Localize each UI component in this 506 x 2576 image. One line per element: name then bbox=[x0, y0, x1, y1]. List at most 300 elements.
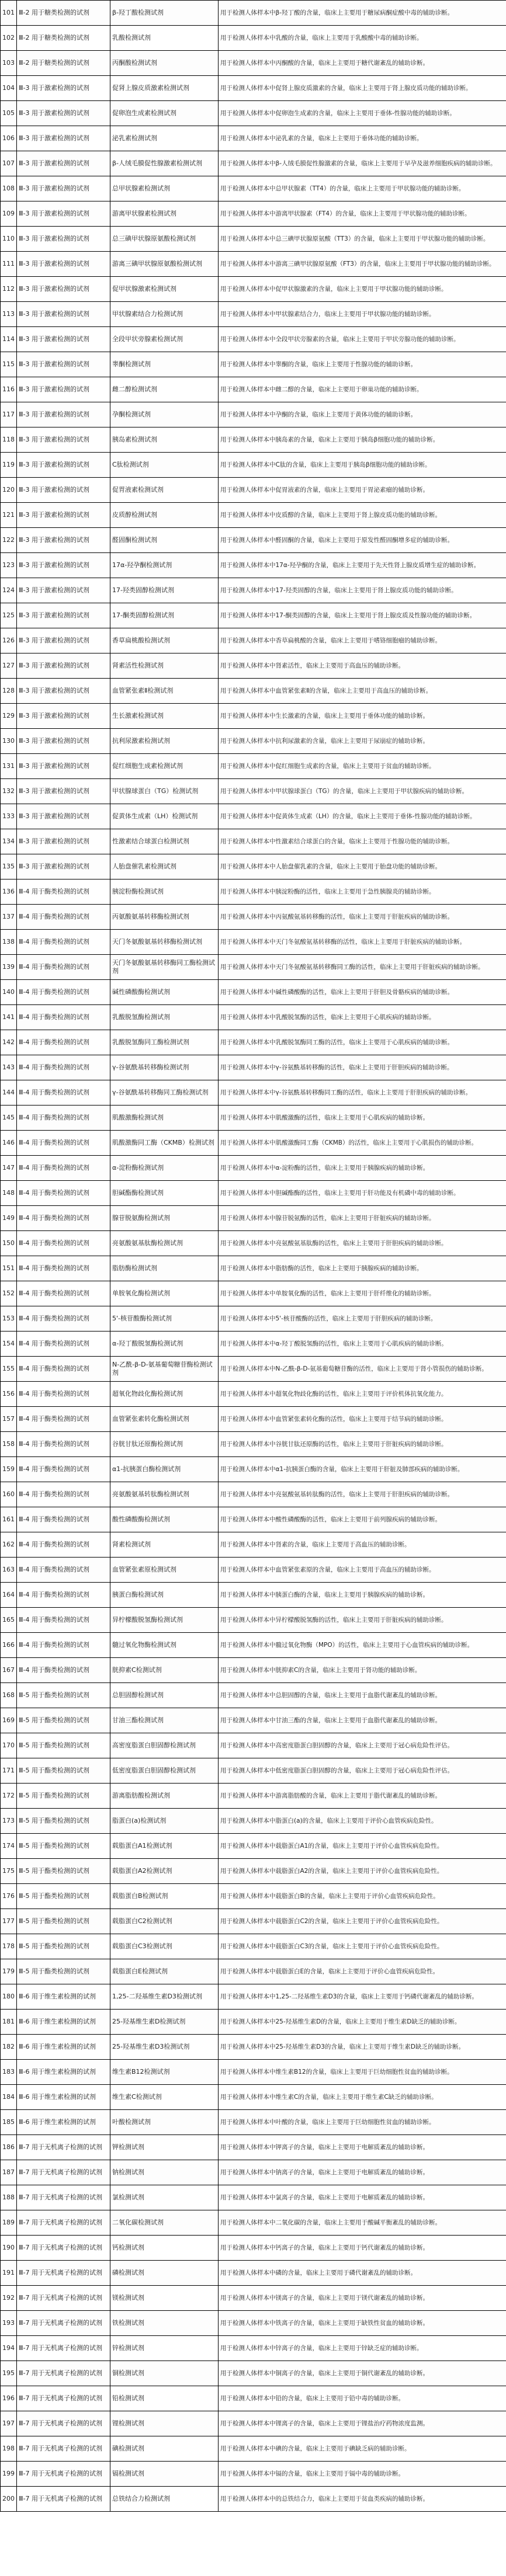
intended-use-cell: 用于检测人体样本中胰蛋白酶的含量，临床上主要用于胰腺疾病的辅助诊断。 bbox=[219, 1583, 506, 1608]
table-row bbox=[1, 352, 506, 377]
row-number: 189 bbox=[1, 2210, 17, 2236]
table-row bbox=[1, 628, 506, 653]
category-cell: Ⅲ-4 用于酶类检测的试剂 bbox=[17, 1281, 110, 1306]
intended-use-cell: 用于检测人体样本中乳酸脱氢酶同工酶的活性，临床上主要用于心肌疾病的辅助诊断。 bbox=[219, 1030, 506, 1055]
product-name-cell: 游离甲状腺素检测试剂 bbox=[110, 201, 219, 227]
table-row bbox=[1, 528, 506, 553]
product-name-cell: 铁检测试剂 bbox=[110, 2311, 219, 2336]
category-cell: Ⅲ-3 用于激素检测的试剂 bbox=[17, 427, 110, 453]
product-name-cell: β-人绒毛膜促性腺激素检测试剂 bbox=[110, 151, 219, 176]
row-number: 115 bbox=[1, 352, 17, 377]
row-number: 186 bbox=[1, 2135, 17, 2160]
product-name-cell: 促红细胞生成素检测试剂 bbox=[110, 754, 219, 779]
category-cell: Ⅲ-7 用于无机离子检测的试剂 bbox=[17, 2236, 110, 2261]
intended-use-cell: 用于检测人体样本中载脂蛋白E的含量，临床上主要用于评价心血管疾病危险性。 bbox=[219, 1959, 506, 1984]
product-name-cell: 铜检测试剂 bbox=[110, 2361, 219, 2386]
product-name-cell: 香草扁桃酸检测试剂 bbox=[110, 628, 219, 653]
product-name-cell: 肾素检测试剂 bbox=[110, 1532, 219, 1558]
category-cell: Ⅲ-5 用于酯类检测的试剂 bbox=[17, 1934, 110, 1959]
intended-use-cell: 用于检测人体样本中钾离子的含量，临床上主要用于电解质紊乱的辅助诊断。 bbox=[219, 2135, 506, 2160]
row-number: 170 bbox=[1, 1733, 17, 1758]
table-row bbox=[1, 704, 506, 729]
product-name-cell: 25-羟基维生素D检测试剂 bbox=[110, 2010, 219, 2035]
table-row bbox=[1, 327, 506, 352]
table-row bbox=[1, 779, 506, 804]
row-number: 131 bbox=[1, 754, 17, 779]
row-number: 167 bbox=[1, 1658, 17, 1683]
intended-use-cell: 用于检测人体样本中天门冬氨酸氨基转移酶的活性，临床上主要用于肝脏疾病的辅助诊断。 bbox=[219, 930, 506, 955]
product-name-cell: 肾素活性检测试剂 bbox=[110, 653, 219, 679]
product-name-cell: 甲状腺素结合力检测试剂 bbox=[110, 302, 219, 327]
product-name-cell: 总三碘甲状腺原氨酸检测试剂 bbox=[110, 227, 219, 252]
row-number: 185 bbox=[1, 2110, 17, 2135]
product-name-cell: 磷检测试剂 bbox=[110, 2261, 219, 2286]
row-number: 190 bbox=[1, 2236, 17, 2261]
product-name-cell: 总铁结合力检测试剂 bbox=[110, 2487, 219, 2512]
intended-use-cell: 用于检测人体样本中β-人绒毛膜促性腺激素的含量，临床上主要用于早孕及滋养细胞疾病的辅助诊断。 bbox=[219, 151, 506, 176]
category-cell: Ⅲ-3 用于激素检测的试剂 bbox=[17, 829, 110, 854]
product-name-cell: 促卵泡生成素检测试剂 bbox=[110, 101, 219, 126]
row-number: 134 bbox=[1, 829, 17, 854]
row-number: 138 bbox=[1, 930, 17, 955]
table-row bbox=[1, 1784, 506, 1809]
row-number: 105 bbox=[1, 101, 17, 126]
row-number: 106 bbox=[1, 126, 17, 151]
category-cell: Ⅲ-3 用于激素检测的试剂 bbox=[17, 729, 110, 754]
table-row bbox=[1, 1106, 506, 1131]
row-number: 137 bbox=[1, 905, 17, 930]
row-number: 152 bbox=[1, 1281, 17, 1306]
category-cell: Ⅲ-4 用于酶类检测的试剂 bbox=[17, 1030, 110, 1055]
intended-use-cell: 用于检测人体样本中维生素B12的含量，临床上主要用于巨幼细胞性贫血的辅助诊断。 bbox=[219, 2060, 506, 2085]
product-name-cell: 胱抑素C检测试剂 bbox=[110, 1658, 219, 1683]
product-name-cell: 醛固酮检测试剂 bbox=[110, 528, 219, 553]
product-name-cell: 亮氨酸氨基肽酶检测试剂 bbox=[110, 1231, 219, 1256]
category-cell: Ⅲ-3 用于激素检测的试剂 bbox=[17, 402, 110, 427]
row-number: 175 bbox=[1, 1859, 17, 1884]
product-name-cell: 钾检测试剂 bbox=[110, 2135, 219, 2160]
intended-use-cell: 用于检测人体样本中肌酸激酶同工酶（CKMB）的活性，临床上主要用于心肌损伤的辅助诊断。 bbox=[219, 1131, 506, 1156]
category-cell: Ⅲ-3 用于激素检测的试剂 bbox=[17, 201, 110, 227]
row-number: 171 bbox=[1, 1758, 17, 1784]
row-number: 165 bbox=[1, 1608, 17, 1633]
row-number: 179 bbox=[1, 1959, 17, 1984]
intended-use-cell: 用于检测人体样本中载脂蛋白A1的含量，临床上主要用于评价心血管疾病危险性。 bbox=[219, 1834, 506, 1859]
table-row bbox=[1, 2236, 506, 2261]
table-row bbox=[1, 2210, 506, 2236]
product-name-cell: 血管紧张素原检测试剂 bbox=[110, 1558, 219, 1583]
product-name-cell: 促胃液素检测试剂 bbox=[110, 478, 219, 503]
product-name-cell: 甲状腺球蛋白（TG）检测试剂 bbox=[110, 779, 219, 804]
product-name-cell: γ-谷氨酰基转移酶检测试剂 bbox=[110, 1055, 219, 1080]
intended-use-cell: 用于检测人体样本中胱抑素C的含量，临床上主要用于肾功能的辅助诊断。 bbox=[219, 1658, 506, 1683]
product-name-cell: 载脂蛋白C2检测试剂 bbox=[110, 1909, 219, 1934]
intended-use-cell: 用于检测人体样本中载脂蛋白A2的含量，临床上主要用于评价心血管疾病危险性。 bbox=[219, 1859, 506, 1884]
intended-use-cell: 用于检测人体样本中维生素C的含量，临床上主要用于维生素C缺乏的辅助诊断。 bbox=[219, 2085, 506, 2110]
row-number: 159 bbox=[1, 1457, 17, 1482]
row-number: 187 bbox=[1, 2160, 17, 2185]
intended-use-cell: 用于检测人体样本中脂蛋白(a)的含量，临床上主要用于评价心血管疾病危险性。 bbox=[219, 1809, 506, 1834]
category-cell: Ⅲ-7 用于无机离子检测的试剂 bbox=[17, 2336, 110, 2361]
category-cell: Ⅲ-4 用于酶类检测的试剂 bbox=[17, 1457, 110, 1482]
table-row bbox=[1, 1909, 506, 1934]
intended-use-cell: 用于检测人体样本中皮质醇的含量，临床上主要用于肾上腺皮质功能的辅助诊断。 bbox=[219, 503, 506, 528]
product-name-cell: 亮氨酸氨基转肽酶检测试剂 bbox=[110, 1482, 219, 1507]
table-row bbox=[1, 879, 506, 905]
category-cell: Ⅲ-7 用于无机离子检测的试剂 bbox=[17, 2436, 110, 2462]
row-number: 193 bbox=[1, 2311, 17, 2336]
table-row bbox=[1, 1984, 506, 2010]
table-row bbox=[1, 26, 506, 51]
intended-use-cell: 用于检测人体样本中丙氨酸氨基转移酶的活性，临床上主要用于肝脏疾病的辅助诊断。 bbox=[219, 905, 506, 930]
product-name-cell: 钠检测试剂 bbox=[110, 2160, 219, 2185]
product-name-cell: 叶酸检测试剂 bbox=[110, 2110, 219, 2135]
row-number: 116 bbox=[1, 377, 17, 402]
product-name-cell: 全段甲状旁腺素检测试剂 bbox=[110, 327, 219, 352]
table-row bbox=[1, 1558, 506, 1583]
table-row bbox=[1, 729, 506, 754]
category-cell: Ⅲ-5 用于酯类检测的试剂 bbox=[17, 1859, 110, 1884]
product-name-cell: 皮质醇检测试剂 bbox=[110, 503, 219, 528]
row-number: 118 bbox=[1, 427, 17, 453]
table-row bbox=[1, 1733, 506, 1758]
category-cell: Ⅲ-5 用于酯类检测的试剂 bbox=[17, 1758, 110, 1784]
category-cell: Ⅲ-3 用于激素检测的试剂 bbox=[17, 628, 110, 653]
category-cell: Ⅲ-3 用于激素检测的试剂 bbox=[17, 553, 110, 578]
intended-use-cell: 用于检测人体样本中铜离子的含量，临床上主要用于铜代谢紊乱的辅助诊断。 bbox=[219, 2361, 506, 2386]
category-cell: Ⅲ-4 用于酶类检测的试剂 bbox=[17, 1181, 110, 1206]
product-name-cell: 25-羟基维生素D3检测试剂 bbox=[110, 2035, 219, 2060]
table-row bbox=[1, 151, 506, 176]
intended-use-cell: 用于检测人体样本中C肽的含量，临床上主要用于胰岛β细胞功能的辅助诊断。 bbox=[219, 453, 506, 478]
table-row bbox=[1, 2336, 506, 2361]
intended-use-cell: 用于检测人体样本中抗利尿激素的含量，临床上主要用于尿崩症的辅助诊断。 bbox=[219, 729, 506, 754]
table-row bbox=[1, 1306, 506, 1332]
table-row bbox=[1, 277, 506, 302]
row-number: 123 bbox=[1, 553, 17, 578]
category-cell: Ⅲ-5 用于酯类检测的试剂 bbox=[17, 1809, 110, 1834]
product-name-cell: 铅检测试剂 bbox=[110, 2386, 219, 2411]
table-row bbox=[1, 1658, 506, 1683]
product-name-cell: 高密度脂蛋白胆固醇检测试剂 bbox=[110, 1733, 219, 1758]
product-name-cell: 胰淀粉酶检测试剂 bbox=[110, 879, 219, 905]
category-cell: Ⅲ-4 用于酶类检测的试剂 bbox=[17, 955, 110, 980]
table-row bbox=[1, 930, 506, 955]
product-name-cell: 腺苷脱氨酶检测试剂 bbox=[110, 1206, 219, 1231]
table-row bbox=[1, 2311, 506, 2336]
table-row bbox=[1, 1357, 506, 1382]
row-number: 126 bbox=[1, 628, 17, 653]
row-number: 154 bbox=[1, 1332, 17, 1357]
product-name-cell: 异柠檬酸脱氢酶检测试剂 bbox=[110, 1608, 219, 1633]
category-cell: Ⅲ-5 用于酯类检测的试剂 bbox=[17, 1909, 110, 1934]
category-cell: Ⅲ-5 用于酯类检测的试剂 bbox=[17, 1884, 110, 1909]
table-row bbox=[1, 1206, 506, 1231]
row-number: 109 bbox=[1, 201, 17, 227]
intended-use-cell: 用于检测人体样本中人胎盘催乳素的含量，临床上主要用于胎盘功能的辅助诊断。 bbox=[219, 854, 506, 879]
row-number: 102 bbox=[1, 26, 17, 51]
category-cell: Ⅲ-4 用于酶类检测的试剂 bbox=[17, 1382, 110, 1407]
product-name-cell: 低密度脂蛋白胆固醇检测试剂 bbox=[110, 1758, 219, 1784]
table-row bbox=[1, 478, 506, 503]
table-row bbox=[1, 252, 506, 277]
table-row bbox=[1, 1934, 506, 1959]
table-row bbox=[1, 1507, 506, 1532]
product-name-cell: 锌检测试剂 bbox=[110, 2336, 219, 2361]
intended-use-cell: 用于检测人体样本中总甲状腺素（TT4）的含量，临床上主要用于甲状腺功能的辅助诊断。 bbox=[219, 176, 506, 201]
intended-use-cell: 用于检测人体样本中锂离子的含量，临床上主要用于锂盐治疗药物浓度监测。 bbox=[219, 2411, 506, 2436]
product-name-cell: 乳酸检测试剂 bbox=[110, 26, 219, 51]
row-number: 166 bbox=[1, 1633, 17, 1658]
product-name-cell: 乳酸脱氢酶同工酶检测试剂 bbox=[110, 1030, 219, 1055]
table-row bbox=[1, 1457, 506, 1482]
intended-use-cell: 用于检测人体样本中血管紧张素转化酶的活性，临床上主要用于结节病的辅助诊断。 bbox=[219, 1407, 506, 1432]
table-row bbox=[1, 302, 506, 327]
row-number: 124 bbox=[1, 578, 17, 603]
category-cell: Ⅲ-4 用于酶类检测的试剂 bbox=[17, 1507, 110, 1532]
category-cell: Ⅲ-4 用于酶类检测的试剂 bbox=[17, 1256, 110, 1281]
category-cell: Ⅲ-7 用于无机离子检测的试剂 bbox=[17, 2160, 110, 2185]
intended-use-cell: 用于检测人体样本中天门冬氨酸氨基转移酶同工酶的活性，临床上主要用于肝脏疾病的辅助诊断。 bbox=[219, 955, 506, 980]
product-name-cell: 丙氨酸氨基转移酶检测试剂 bbox=[110, 905, 219, 930]
table-row bbox=[1, 126, 506, 151]
category-cell: Ⅲ-4 用于酶类检测的试剂 bbox=[17, 1633, 110, 1658]
row-number: 111 bbox=[1, 252, 17, 277]
category-cell: Ⅲ-3 用于激素检测的试剂 bbox=[17, 453, 110, 478]
product-name-cell: 碱性磷酸酶检测试剂 bbox=[110, 980, 219, 1005]
table-row bbox=[1, 679, 506, 704]
row-number: 145 bbox=[1, 1106, 17, 1131]
intended-use-cell: 用于检测人体样本中腺苷脱氨酶的活性，临床上主要用于肝脏疾病的辅助诊断。 bbox=[219, 1206, 506, 1231]
intended-use-cell: 用于检测人体样本中孕酮的含量，临床上主要用于黄体功能的辅助诊断。 bbox=[219, 402, 506, 427]
intended-use-cell: 用于检测人体样本中17-羟类固醇的含量，临床上主要用于肾上腺皮质功能的辅助诊断。 bbox=[219, 578, 506, 603]
intended-use-cell: 用于检测人体样本中醛固酮的含量，临床上主要用于原发性醛固酮增多症的辅助诊断。 bbox=[219, 528, 506, 553]
row-number: 133 bbox=[1, 804, 17, 829]
category-cell: Ⅲ-6 用于维生素检测的试剂 bbox=[17, 2060, 110, 2085]
row-number: 173 bbox=[1, 1809, 17, 1834]
table-row bbox=[1, 854, 506, 879]
intended-use-cell: 用于检测人体样本中肾素的含量，临床上主要用于高血压的辅助诊断。 bbox=[219, 1532, 506, 1558]
intended-use-cell: 用于检测人体样本中甘油三酯的含量，临床上主要用于血脂代谢紊乱的辅助诊断。 bbox=[219, 1708, 506, 1733]
row-number: 149 bbox=[1, 1206, 17, 1231]
table-row bbox=[1, 1156, 506, 1181]
intended-use-cell: 用于检测人体样本中磷的含量，临床上主要用于磷代谢紊乱的辅助诊断。 bbox=[219, 2261, 506, 2286]
row-number: 104 bbox=[1, 76, 17, 101]
product-name-cell: β-羟丁酸检测试剂 bbox=[110, 1, 219, 26]
table-row bbox=[1, 76, 506, 101]
category-cell: Ⅲ-2 用于糖类检测的试剂 bbox=[17, 26, 110, 51]
row-number: 141 bbox=[1, 1005, 17, 1030]
intended-use-cell: 用于检测人体样本中α-羟丁酸脱氢酶的活性，临床上主要用于心肌疾病的辅助诊断。 bbox=[219, 1332, 506, 1357]
intended-use-cell: 用于检测人体样本中生长激素的含量，临床上主要用于垂体功能的辅助诊断。 bbox=[219, 704, 506, 729]
row-number: 142 bbox=[1, 1030, 17, 1055]
table-row bbox=[1, 2185, 506, 2210]
row-number: 199 bbox=[1, 2462, 17, 2487]
product-name-cell: 血管紧张素转化酶检测试剂 bbox=[110, 1407, 219, 1432]
row-number: 129 bbox=[1, 704, 17, 729]
row-number: 163 bbox=[1, 1558, 17, 1583]
category-cell: Ⅲ-6 用于维生素检测的试剂 bbox=[17, 2085, 110, 2110]
category-cell: Ⅲ-7 用于无机离子检测的试剂 bbox=[17, 2462, 110, 2487]
category-cell: Ⅲ-3 用于激素检测的试剂 bbox=[17, 302, 110, 327]
product-name-cell: 酸性磷酸酶检测试剂 bbox=[110, 1507, 219, 1532]
intended-use-cell: 用于检测人体样本中丙酮酸的含量，临床上主要用于糖代谢紊乱的辅助诊断。 bbox=[219, 51, 506, 76]
table-row bbox=[1, 1332, 506, 1357]
product-name-cell: 镁检测试剂 bbox=[110, 2286, 219, 2311]
table-row bbox=[1, 1407, 506, 1432]
intended-use-cell: 用于检测人体样本中的总铁结合力，临床上主要用于贫血类疾病的辅助诊断。 bbox=[219, 2487, 506, 2512]
intended-use-cell: 用于检测人体样本中铅的含量，临床上主要用于铅中毒的辅助诊断。 bbox=[219, 2386, 506, 2411]
row-number: 139 bbox=[1, 955, 17, 980]
intended-use-cell: 用于检测人体样本中酸性磷酸酶的活性，临床上主要用于前列腺疾病的辅助诊断。 bbox=[219, 1507, 506, 1532]
category-cell: Ⅲ-4 用于酶类检测的试剂 bbox=[17, 1432, 110, 1457]
product-name-cell: 碘检测试剂 bbox=[110, 2436, 219, 2462]
intended-use-cell: 用于检测人体样本中游离三碘甲状腺原氨酸（FT3）的含量，临床上主要用于甲状腺功能的辅助诊断。 bbox=[219, 252, 506, 277]
category-cell: Ⅲ-3 用于激素检测的试剂 bbox=[17, 151, 110, 176]
row-number: 144 bbox=[1, 1080, 17, 1106]
product-name-cell: 抗利尿激素检测试剂 bbox=[110, 729, 219, 754]
table-row bbox=[1, 2411, 506, 2436]
intended-use-cell: 用于检测人体样本中香草扁桃酸的含量，临床上主要用于嗜铬细胞瘤的辅助诊断。 bbox=[219, 628, 506, 653]
category-cell: Ⅲ-5 用于酯类检测的试剂 bbox=[17, 1733, 110, 1758]
intended-use-cell: 用于检测人体样本中锌离子的含量，临床上主要用于锌缺乏症的辅助诊断。 bbox=[219, 2336, 506, 2361]
intended-use-cell: 用于检测人体样本中肌酸激酶的活性，临床上主要用于心肌疾病的辅助诊断。 bbox=[219, 1106, 506, 1131]
category-cell: Ⅲ-4 用于酶类检测的试剂 bbox=[17, 1306, 110, 1332]
table-row bbox=[1, 1532, 506, 1558]
table-row bbox=[1, 829, 506, 854]
intended-use-cell: 用于检测人体样本中镉的含量，临床上主要用于镉中毒的辅助诊断。 bbox=[219, 2462, 506, 2487]
intended-use-cell: 用于检测人体样本中总三碘甲状腺原氨酸（TT3）的含量，临床上主要用于甲状腺功能的辅助诊断。 bbox=[219, 227, 506, 252]
product-name-cell: 镉检测试剂 bbox=[110, 2462, 219, 2487]
row-number: 148 bbox=[1, 1181, 17, 1206]
category-cell: Ⅲ-2 用于糖类检测的试剂 bbox=[17, 1, 110, 26]
row-number: 158 bbox=[1, 1432, 17, 1457]
intended-use-cell: 用于检测人体样本中睾酮的含量，临床上主要用于性腺功能的辅助诊断。 bbox=[219, 352, 506, 377]
intended-use-cell: 用于检测人体样本中碱性磷酸酶的活性，临床上主要用于肝胆及骨骼疾病的辅助诊断。 bbox=[219, 980, 506, 1005]
intended-use-cell: 用于检测人体样本中乳酸脱氢酶的活性，临床上主要用于心肌疾病的辅助诊断。 bbox=[219, 1005, 506, 1030]
row-number: 172 bbox=[1, 1784, 17, 1809]
product-name-cell: 载脂蛋白C3检测试剂 bbox=[110, 1934, 219, 1959]
intended-use-cell: 用于检测人体样本中乳酸的含量，临床上主要用于乳酸酸中毒的辅助诊断。 bbox=[219, 26, 506, 51]
table-row bbox=[1, 955, 506, 980]
intended-use-cell: 用于检测人体样本中髓过氧化物酶（MPO）的活性，临床上主要用于心血管疾病的辅助诊断。 bbox=[219, 1633, 506, 1658]
intended-use-cell: 用于检测人体样本中载脂蛋白B的含量，临床上主要用于评价心血管疾病危险性。 bbox=[219, 1884, 506, 1909]
intended-use-cell: 用于检测人体样本中血管紧张素Ⅱ的含量，临床上主要用于高血压的辅助诊断。 bbox=[219, 679, 506, 704]
category-cell: Ⅲ-3 用于激素检测的试剂 bbox=[17, 704, 110, 729]
product-name-cell: 1,25-二羟基维生素D3检测试剂 bbox=[110, 1984, 219, 2010]
intended-use-cell: 用于检测人体样本中铁离子的含量，临床上主要用于缺铁性贫血的辅助诊断。 bbox=[219, 2311, 506, 2336]
intended-use-cell: 用于检测人体样本中雌二醇的含量，临床上主要用于卵巢功能的辅助诊断。 bbox=[219, 377, 506, 402]
product-name-cell: 单胺氧化酶检测试剂 bbox=[110, 1281, 219, 1306]
table-row bbox=[1, 1758, 506, 1784]
table-row bbox=[1, 1, 506, 26]
intended-use-cell: 用于检测人体样本中促黄体生成素（LH）的含量，临床上主要用于垂体-性腺功能的辅助诊断。 bbox=[219, 804, 506, 829]
table-row bbox=[1, 2261, 506, 2286]
category-cell: Ⅲ-3 用于激素检测的试剂 bbox=[17, 578, 110, 603]
intended-use-cell: 用于检测人体样本中25-羟基维生素D的含量，临床上主要用于维生素D缺乏的辅助诊断。 bbox=[219, 2010, 506, 2035]
row-number: 200 bbox=[1, 2487, 17, 2512]
table-row bbox=[1, 1959, 506, 1984]
product-name-cell: 泌乳素检测试剂 bbox=[110, 126, 219, 151]
category-cell: Ⅲ-3 用于激素检测的试剂 bbox=[17, 126, 110, 151]
intended-use-cell: 用于检测人体样本中低密度脂蛋白胆固醇的含量，临床上主要用于冠心病危险性评估。 bbox=[219, 1758, 506, 1784]
intended-use-cell: 用于检测人体样本中泌乳素的含量，临床上主要用于垂体功能的辅助诊断。 bbox=[219, 126, 506, 151]
row-number: 178 bbox=[1, 1934, 17, 1959]
row-number: 196 bbox=[1, 2386, 17, 2411]
category-cell: Ⅲ-7 用于无机离子检测的试剂 bbox=[17, 2210, 110, 2236]
row-number: 114 bbox=[1, 327, 17, 352]
product-name-cell: 载脂蛋白E检测试剂 bbox=[110, 1959, 219, 1984]
product-name-cell: 维生素B12检测试剂 bbox=[110, 2060, 219, 2085]
intended-use-cell: 用于检测人体样本中异柠檬酸脱氢酶的活性，临床上主要用于肝脏疾病的辅助诊断。 bbox=[219, 1608, 506, 1633]
intended-use-cell: 用于检测人体样本中二氧化碳的含量，临床上主要用于酸碱平衡紊乱的辅助诊断。 bbox=[219, 2210, 506, 2236]
product-name-cell: 钙检测试剂 bbox=[110, 2236, 219, 2261]
product-name-cell: α-淀粉酶检测试剂 bbox=[110, 1156, 219, 1181]
intended-use-cell: 用于检测人体样本中促卵泡生成素的含量，临床上主要用于垂体-性腺功能的辅助诊断。 bbox=[219, 101, 506, 126]
product-name-cell: 人胎盘催乳素检测试剂 bbox=[110, 854, 219, 879]
row-number: 183 bbox=[1, 2060, 17, 2085]
product-name-cell: 血管紧张素Ⅱ检测试剂 bbox=[110, 679, 219, 704]
product-name-cell: 超氧化物歧化酶检测试剂 bbox=[110, 1382, 219, 1407]
table-row bbox=[1, 427, 506, 453]
row-number: 184 bbox=[1, 2085, 17, 2110]
product-name-cell: γ-谷氨酰基转移酶同工酶检测试剂 bbox=[110, 1080, 219, 1106]
row-number: 164 bbox=[1, 1583, 17, 1608]
category-cell: Ⅲ-5 用于酯类检测的试剂 bbox=[17, 1959, 110, 1984]
category-cell: Ⅲ-5 用于酯类检测的试剂 bbox=[17, 1784, 110, 1809]
category-cell: Ⅲ-4 用于酶类检测的试剂 bbox=[17, 905, 110, 930]
product-name-cell: 甘油三酯检测试剂 bbox=[110, 1708, 219, 1733]
product-name-cell: 促黄体生成素（LH）检测试剂 bbox=[110, 804, 219, 829]
row-number: 177 bbox=[1, 1909, 17, 1934]
row-number: 174 bbox=[1, 1834, 17, 1859]
table-row bbox=[1, 1683, 506, 1708]
row-number: 147 bbox=[1, 1156, 17, 1181]
table-row bbox=[1, 1884, 506, 1909]
row-number: 168 bbox=[1, 1683, 17, 1708]
product-name-cell: 雌二醇检测试剂 bbox=[110, 377, 219, 402]
row-number: 125 bbox=[1, 603, 17, 628]
category-cell: Ⅲ-3 用于激素检测的试剂 bbox=[17, 528, 110, 553]
category-cell: Ⅲ-3 用于激素检测的试剂 bbox=[17, 176, 110, 201]
category-cell: Ⅲ-4 用于酶类检测的试剂 bbox=[17, 1583, 110, 1608]
table-row bbox=[1, 2010, 506, 2035]
intended-use-cell: 用于检测人体样本中谷胱甘肽还原酶的活性，临床上主要用于肝脏疾病的辅助诊断。 bbox=[219, 1432, 506, 1457]
intended-use-cell: 用于检测人体样本中钠离子的含量，临床上主要用于电解质紊乱的辅助诊断。 bbox=[219, 2160, 506, 2185]
table-row bbox=[1, 1256, 506, 1281]
product-name-cell: α1-抗胰蛋白酶检测试剂 bbox=[110, 1457, 219, 1482]
table-row bbox=[1, 2035, 506, 2060]
intended-use-cell: 用于检测人体样本中钙离子的含量，临床上主要用于钙代谢紊乱的辅助诊断。 bbox=[219, 2236, 506, 2261]
intended-use-cell: 用于检测人体样本中γ-谷氨酰基转移酶同工酶的活性，临床上主要用于肝胆疾病的辅助诊断。 bbox=[219, 1080, 506, 1106]
intended-use-cell: 用于检测人体样本中N-乙酰-β-D-氨基葡萄糖苷酶的活性，临床上主要用于肾小管损伤的辅助诊断。 bbox=[219, 1357, 506, 1382]
product-name-cell: 天门冬氨酸氨基转移酶同工酶检测试剂 bbox=[110, 955, 219, 980]
category-cell: Ⅲ-4 用于酶类检测的试剂 bbox=[17, 980, 110, 1005]
intended-use-cell: 用于检测人体样本中性激素结合球蛋白的含量，临床上主要用于性腺功能的辅助诊断。 bbox=[219, 829, 506, 854]
intended-use-cell: 用于检测人体样本中α-淀粉酶的活性，临床上主要用于胰腺疾病的辅助诊断。 bbox=[219, 1156, 506, 1181]
intended-use-cell: 用于检测人体样本中促肾上腺皮质激素的含量，临床上主要用于肾上腺皮质功能的辅助诊断。 bbox=[219, 76, 506, 101]
table-row bbox=[1, 1030, 506, 1055]
category-cell: Ⅲ-4 用于酶类检测的试剂 bbox=[17, 1106, 110, 1131]
category-cell: Ⅲ-7 用于无机离子检测的试剂 bbox=[17, 2286, 110, 2311]
intended-use-cell: 用于检测人体样本中脂肪酶的活性，临床上主要用于胰腺疾病的辅助诊断。 bbox=[219, 1256, 506, 1281]
table-row bbox=[1, 176, 506, 201]
table-row bbox=[1, 1181, 506, 1206]
row-number: 153 bbox=[1, 1306, 17, 1332]
row-number: 132 bbox=[1, 779, 17, 804]
product-name-cell: 肌酸激酶检测试剂 bbox=[110, 1106, 219, 1131]
table-row bbox=[1, 804, 506, 829]
